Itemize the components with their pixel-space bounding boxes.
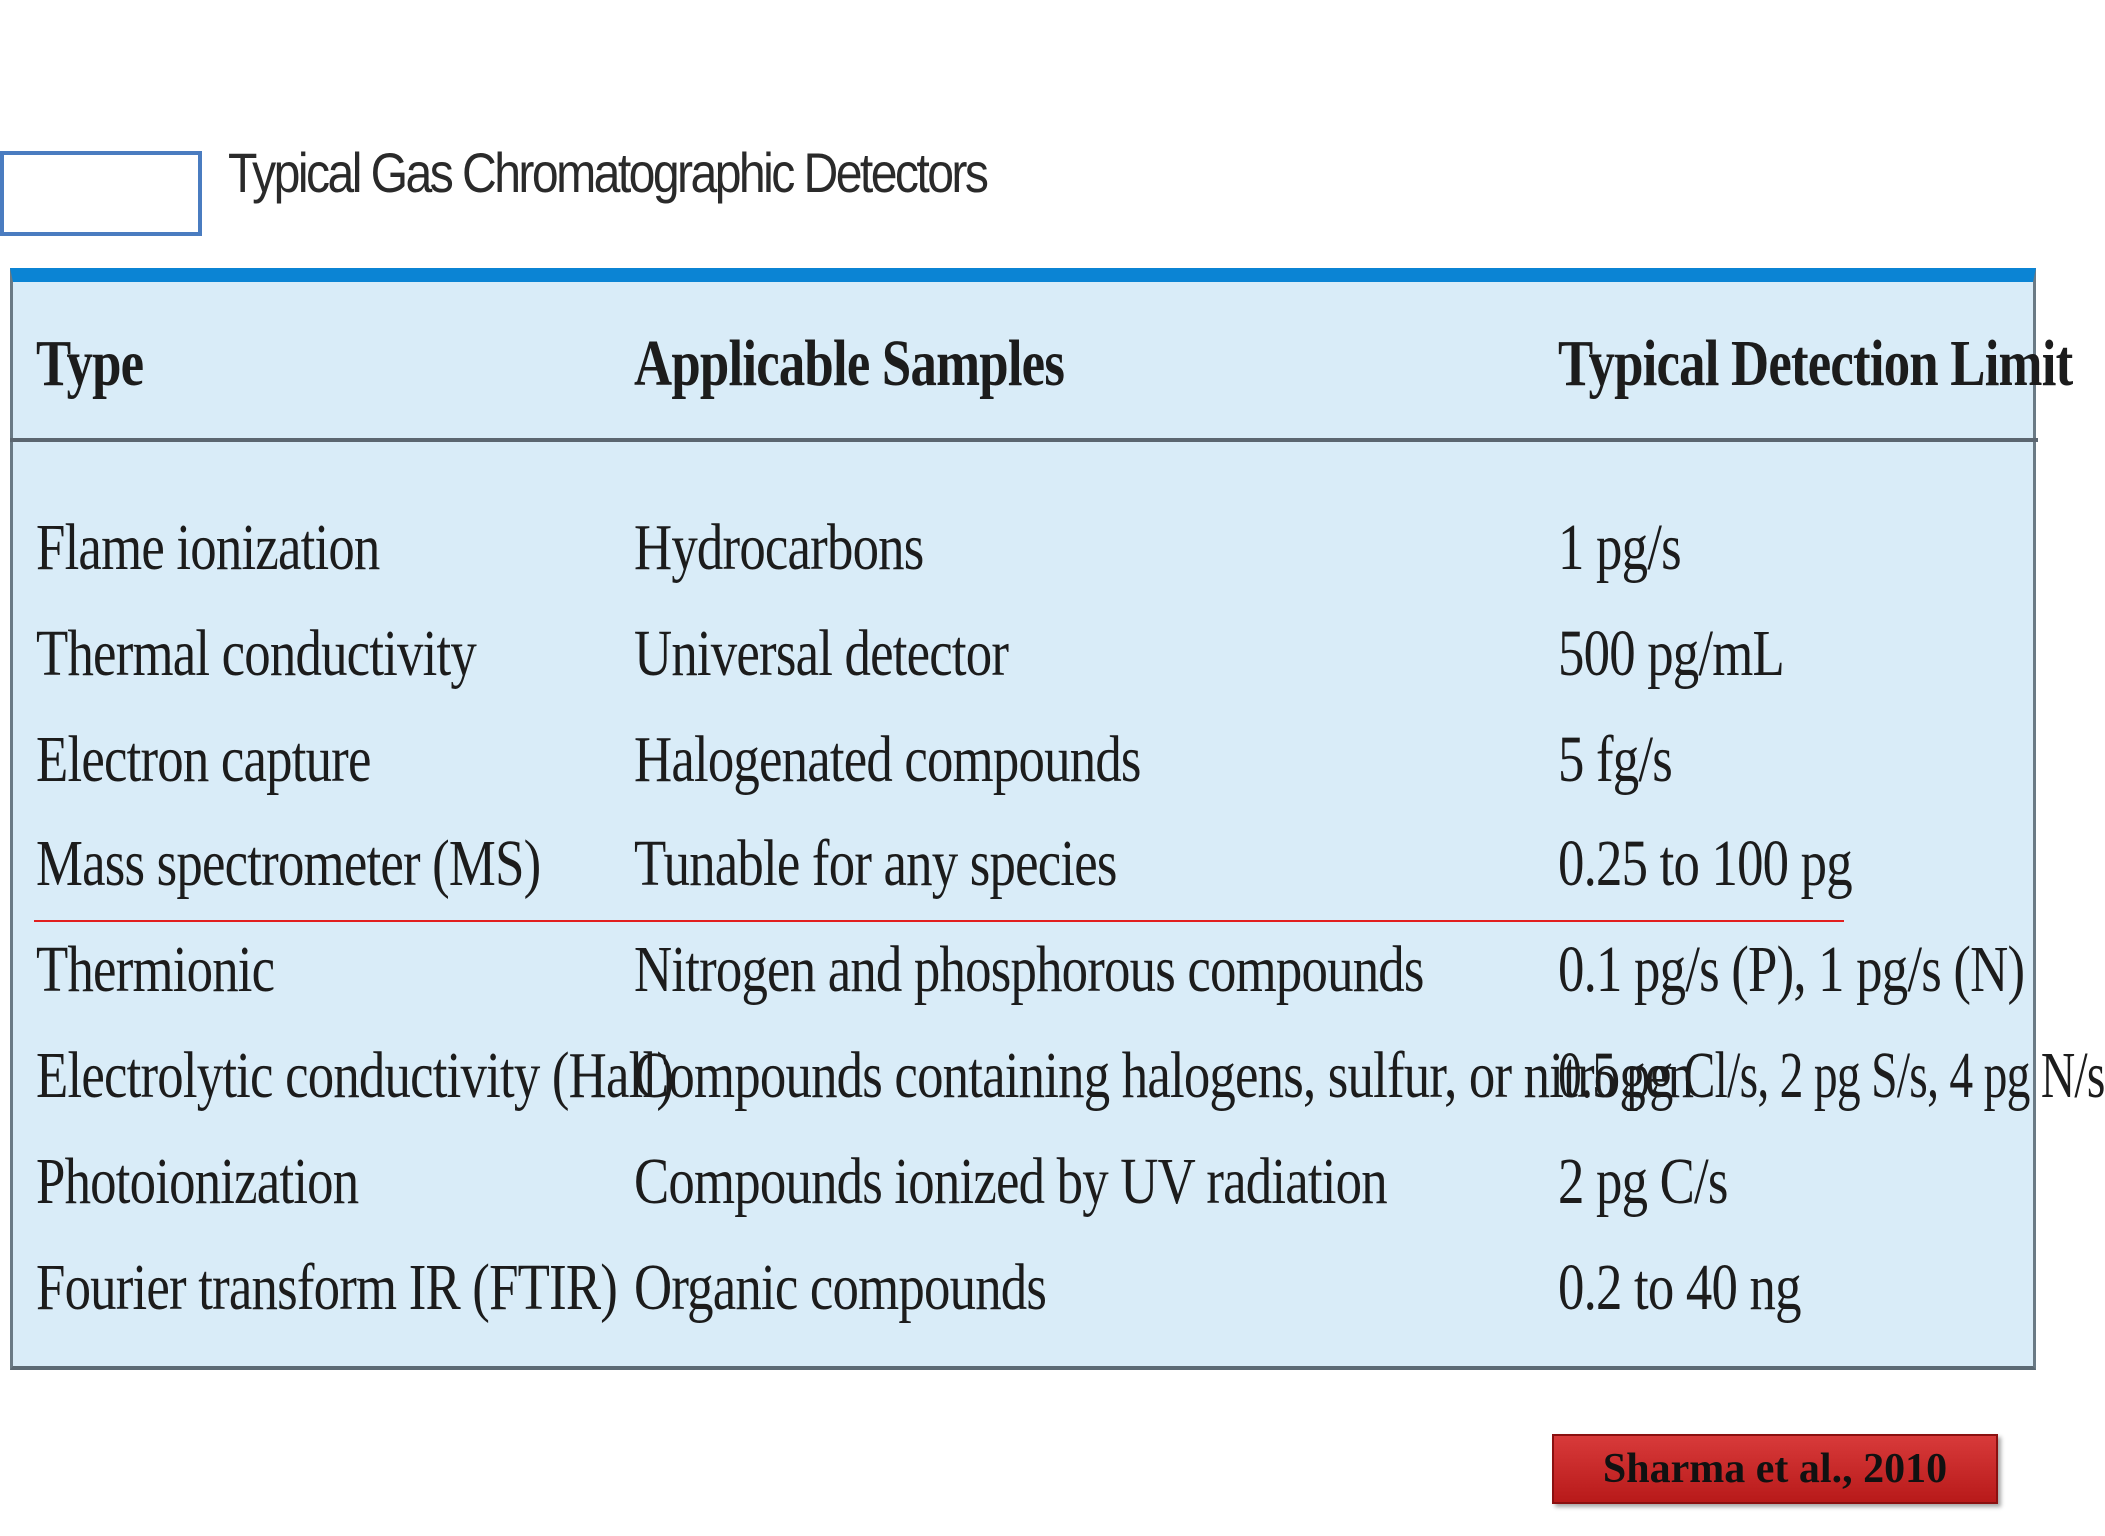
table-cell-type: Photoionization (36, 1145, 359, 1218)
table-cell-limit: 0.2 to 40 ng (1558, 1251, 1801, 1324)
empty-label-box (0, 151, 202, 236)
table-cell-type: Fourier transform IR (FTIR) (36, 1251, 618, 1324)
table-cell-samples: Nitrogen and phosphorous compounds (634, 933, 1424, 1006)
table-cell-limit: 5 fg/s (1558, 723, 1672, 796)
table-cell-samples: Universal detector (634, 617, 1009, 690)
table-cell-type: Thermionic (36, 933, 275, 1006)
table-cell-type: Flame ionization (36, 511, 380, 584)
table-cell-type: Mass spectrometer (MS) (36, 827, 541, 900)
table-cell-samples: Hydrocarbons (634, 511, 924, 584)
column-header-applicable-samples: Applicable Samples (634, 327, 1065, 400)
table-cell-limit: 2 pg C/s (1558, 1145, 1728, 1218)
table-cell-limit: 0.5 pg Cl/s, 2 pg S/s, 4 pg N/s (1558, 1039, 2105, 1112)
column-header-type: Type (36, 327, 144, 400)
table-cell-samples: Tunable for any species (634, 827, 1117, 900)
table-cell-samples: Halogenated compounds (634, 723, 1141, 796)
table-cell-type: Electron capture (36, 723, 371, 796)
citation-badge: Sharma et al., 2010 (1552, 1434, 1998, 1504)
table-cell-type: Electrolytic conductivity (Hall) (36, 1039, 674, 1112)
table-title: Typical Gas Chromatographic Detectors (228, 141, 987, 204)
table-cell-limit: 500 pg/mL (1558, 617, 1784, 690)
table-cell-limit: 1 pg/s (1558, 511, 1681, 584)
header-divider (10, 438, 2038, 442)
highlight-divider (34, 920, 1844, 922)
table-cell-limit: 0.25 to 100 pg (1558, 827, 1852, 900)
column-header-detection-limit: Typical Detection Limit (1558, 327, 2073, 400)
table-cell-samples: Organic compounds (634, 1251, 1047, 1324)
table-cell-limit: 0.1 pg/s (P), 1 pg/s (N) (1558, 933, 2025, 1006)
table-cell-samples: Compounds containing halogens, sulfur, or nitrogen (634, 1039, 1694, 1112)
table-cell-type: Thermal conductivity (36, 617, 476, 690)
table-cell-samples: Compounds ionized by UV radiation (634, 1145, 1387, 1218)
